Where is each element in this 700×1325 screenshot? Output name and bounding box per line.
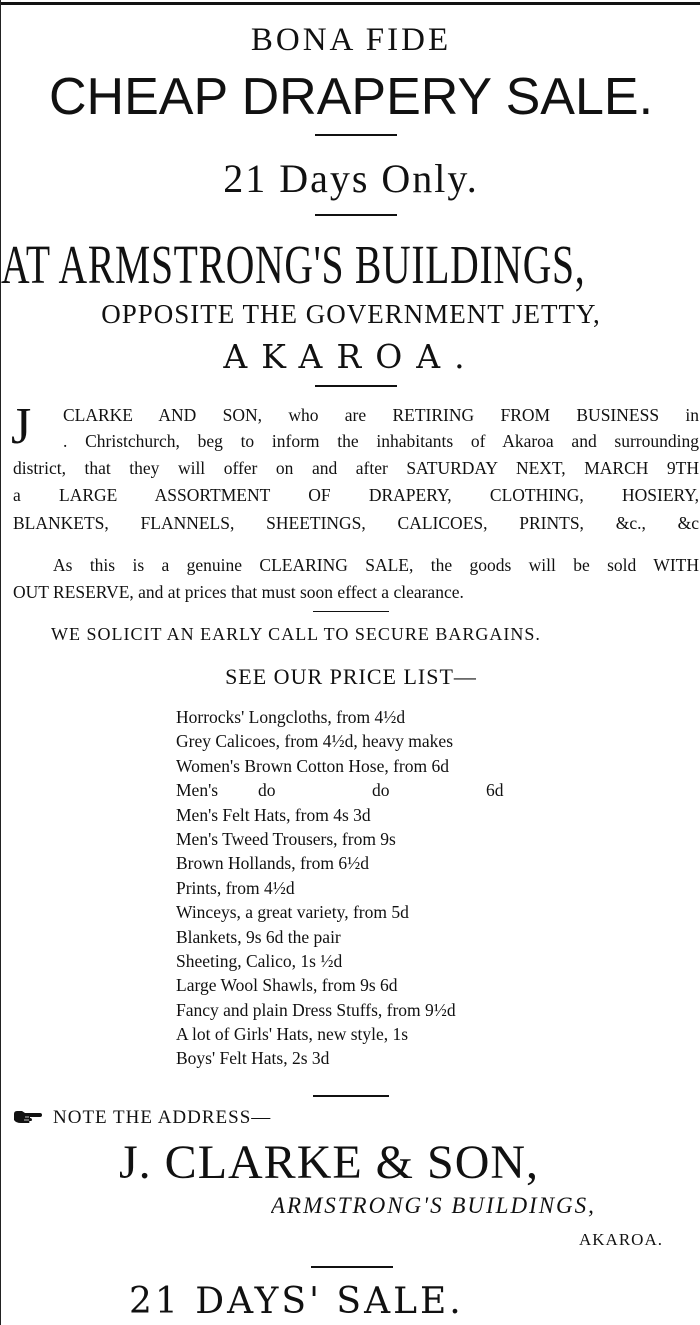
firm-name: J. CLARKE & SON, bbox=[119, 1136, 540, 1189]
list-item: Large Wool Shawls, from 9s 6d bbox=[176, 975, 398, 996]
firm-buildings: ARMSTRONG'S BUILDINGS, bbox=[271, 1193, 596, 1218]
list-item: Horrocks' Longcloths, from 4½d bbox=[176, 707, 406, 727]
list-item: Brown Hollands, from 6½d bbox=[176, 853, 369, 874]
body-line: a LARGE ASSORTMENT OF DRAPERY, CLOTHING, HOSIERY, bbox=[13, 485, 699, 505]
divider bbox=[313, 1095, 389, 1097]
ditto-mark: do bbox=[372, 780, 390, 801]
body-line: BLANKETS, FLANNELS, SHEETINGS, CALICOES, PRINTS, &c., &c bbox=[13, 513, 699, 533]
solicit-line: WE SOLICIT AN EARLY CALL TO SECURE BARGAINS. bbox=[51, 624, 541, 644]
list-item: Men's Tweed Trousers, from 9s bbox=[176, 828, 396, 849]
body-line: district, that they will offer on and after SATURDAY NEXT, MARCH 9TH bbox=[13, 458, 699, 478]
list-item: A lot of Girls' Hats, new style, 1s bbox=[176, 1024, 409, 1045]
top-border bbox=[1, 2, 700, 5]
divider bbox=[313, 611, 389, 612]
list-item: Boys' Felt Hats, 2s 3d bbox=[176, 1048, 330, 1069]
list-item: Prints, from 4½d bbox=[176, 877, 295, 898]
pointing-hand-icon bbox=[13, 1109, 43, 1125]
clearing-line: OUT RESERVE, and at prices that must soon effect a clearance. bbox=[13, 582, 464, 602]
price-list-title: SEE OUR PRICE LIST— bbox=[225, 664, 477, 689]
drop-cap: J bbox=[11, 398, 32, 455]
ditto-mark: do bbox=[258, 780, 276, 801]
divider bbox=[315, 385, 397, 387]
list-item: Winceys, a great variety, from 5d bbox=[176, 902, 409, 923]
divider bbox=[315, 134, 397, 136]
list-item bbox=[176, 778, 656, 802]
list-item: Women's Brown Cotton Hose, from 6d bbox=[176, 755, 449, 776]
days-only-heading: 21 Days Only. bbox=[223, 156, 479, 201]
body-line: . Christchurch, beg to inform the inhabitants of Akaroa and surrounding bbox=[63, 431, 699, 451]
list-item: Sheeting, Calico, 1s ½d bbox=[176, 950, 343, 971]
town-heading: AKAROA. bbox=[223, 337, 479, 376]
list-item: Men's Felt Hats, from 4s 3d bbox=[176, 804, 371, 825]
location-heading: AT ARMSTRONG'S BUILDINGS, bbox=[1, 234, 586, 295]
sale-title: CHEAP DRAPERY SALE. bbox=[48, 68, 654, 126]
list-item-price: 6d bbox=[486, 780, 504, 801]
price-list bbox=[176, 705, 656, 1071]
bona-fide-heading: BONA FIDE bbox=[250, 22, 452, 58]
list-item: Fancy and plain Dress Stuffs, from 9½d bbox=[176, 999, 456, 1020]
list-item-label: Men's bbox=[176, 780, 219, 801]
body-line: CLARKE AND SON, who are RETIRING FROM BUSINESS in bbox=[63, 405, 699, 425]
sale-duration: 21 DAYS' SALE. bbox=[129, 1281, 464, 1322]
list-item: Grey Calicoes, from 4½d, heavy makes bbox=[176, 731, 454, 752]
list-item: Blankets, 9s 6d the pair bbox=[176, 926, 341, 947]
opposite-heading: OPPOSITE THE GOVERNMENT JETTY, bbox=[101, 299, 601, 329]
note-line bbox=[13, 1106, 699, 1130]
divider bbox=[311, 1266, 393, 1268]
note-text: NOTE THE ADDRESS— bbox=[53, 1107, 272, 1128]
clearing-line: As this is a genuine CLEARING SALE, the goods will be sold WITH bbox=[53, 555, 699, 575]
divider bbox=[315, 214, 397, 216]
firm-town: AKAROA. bbox=[579, 1230, 663, 1249]
